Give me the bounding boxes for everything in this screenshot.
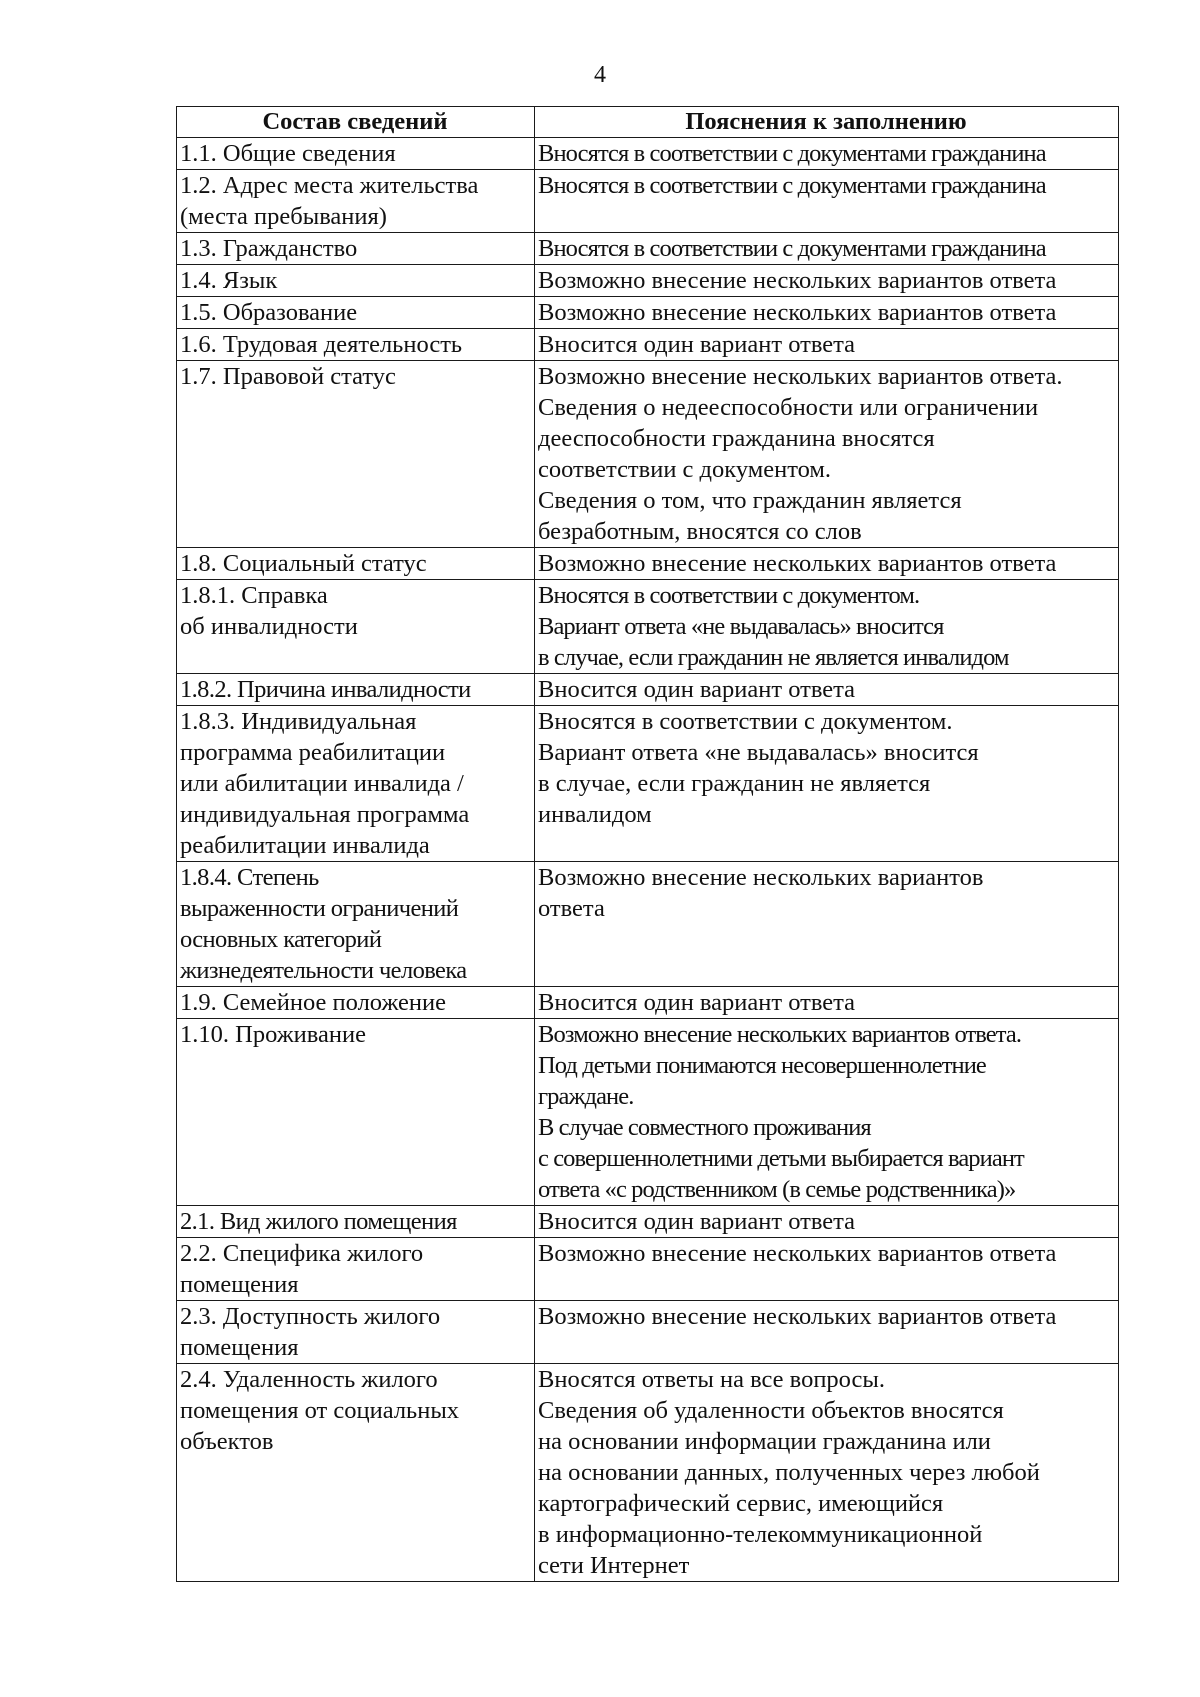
row-item: 1.3. Гражданство — [177, 233, 535, 265]
row-explanation: Вносятся в соответствии с документами гражданина — [535, 138, 1119, 170]
row-item: 1.10. Проживание — [177, 1019, 535, 1206]
row-item: 1.2. Адрес места жительства (места пребывания) — [177, 170, 535, 233]
row-item: 1.8.3. Индивидуальная программа реабилитации или абилитации инвалида / индивидуальная программа реабилитации инвалида — [177, 706, 535, 862]
row-item: 1.6. Трудовая деятельность — [177, 329, 535, 361]
row-explanation: Вносятся ответы на все вопросы. Сведения об удаленности объектов вносятся на основании информации гражданина или на основании данных, полученных через любой картографический сервис, имеющийся в информационно-телекоммуникационной сети Интернет — [535, 1364, 1119, 1582]
row-explanation: Вносится один вариант ответа — [535, 329, 1119, 361]
instructions-table — [176, 106, 1119, 1582]
row-explanation: Возможно внесение нескольких вариантов ответа — [535, 1301, 1119, 1364]
row-explanation: Возможно внесение нескольких вариантов ответа — [535, 1238, 1119, 1301]
row-explanation: Возможно внесение нескольких вариантов ответа — [535, 862, 1119, 987]
table-row — [177, 361, 1119, 548]
table-row — [177, 674, 1119, 706]
table-row — [177, 548, 1119, 580]
table-row — [177, 329, 1119, 361]
table-row — [177, 1238, 1119, 1301]
row-item: 2.3. Доступность жилого помещения — [177, 1301, 535, 1364]
table-row — [177, 297, 1119, 329]
row-explanation: Вносятся в соответствии с документом. Вариант ответа «не выдавалась» вносится в случае, если гражданин не является инвалидом — [535, 580, 1119, 674]
table-row — [177, 862, 1119, 987]
row-item: 2.4. Удаленность жилого помещения от социальных объектов — [177, 1364, 535, 1582]
table-row — [177, 1206, 1119, 1238]
row-explanation: Возможно внесение нескольких вариантов ответа — [535, 297, 1119, 329]
table-header-row — [177, 107, 1119, 138]
row-explanation: Возможно внесение нескольких вариантов ответа — [535, 548, 1119, 580]
row-item: 1.1. Общие сведения — [177, 138, 535, 170]
row-item: 1.8. Социальный статус — [177, 548, 535, 580]
row-item: 1.8.1. Справка об инвалидности — [177, 580, 535, 674]
table-row — [177, 580, 1119, 674]
table-row — [177, 265, 1119, 297]
table-row — [177, 1301, 1119, 1364]
column-header-composition: Состав сведений — [177, 107, 535, 138]
table-row — [177, 706, 1119, 862]
table-row — [177, 987, 1119, 1019]
row-explanation: Возможно внесение нескольких вариантов ответа — [535, 265, 1119, 297]
row-item: 1.7. Правовой статус — [177, 361, 535, 548]
row-explanation: Вносится один вариант ответа — [535, 987, 1119, 1019]
row-explanation: Вносится один вариант ответа — [535, 674, 1119, 706]
row-explanation: Вносятся в соответствии с документами гражданина — [535, 170, 1119, 233]
row-item: 2.1. Вид жилого помещения — [177, 1206, 535, 1238]
table-row — [177, 233, 1119, 265]
row-item: 1.8.2. Причина инвалидности — [177, 674, 535, 706]
row-item: 1.5. Образование — [177, 297, 535, 329]
row-explanation: Возможно внесение нескольких вариантов ответа. Под детьми понимаются несовершеннолетние граждане. В случае совместного проживания с совершеннолетними детьми выбирается вариант ответа «с родственником (в семье родственника)» — [535, 1019, 1119, 1206]
row-item: 1.9. Семейное положение — [177, 987, 535, 1019]
table-row — [177, 170, 1119, 233]
table-row — [177, 1364, 1119, 1582]
column-header-explanations: Пояснения к заполнению — [535, 107, 1119, 138]
row-explanation: Вносятся в соответствии с документом. Вариант ответа «не выдавалась» вносится в случае, если гражданин не является инвалидом — [535, 706, 1119, 862]
table-row — [177, 138, 1119, 170]
row-item: 1.4. Язык — [177, 265, 535, 297]
row-explanation: Возможно внесение нескольких вариантов ответа. Сведения о недееспособности или ограничении дееспособности гражданина вносятся соответствии с документом. Сведения о том, что гражданин является безработным, вносятся со слов — [535, 361, 1119, 548]
row-explanation: Вносятся в соответствии с документами гражданина — [535, 233, 1119, 265]
row-item: 1.8.4. Степень выраженности ограничений основных категорий жизнедеятельности человека — [177, 862, 535, 987]
page-number: 4 — [594, 62, 606, 88]
table-row — [177, 1019, 1119, 1206]
row-explanation: Вносится один вариант ответа — [535, 1206, 1119, 1238]
row-item: 2.2. Специфика жилого помещения — [177, 1238, 535, 1301]
